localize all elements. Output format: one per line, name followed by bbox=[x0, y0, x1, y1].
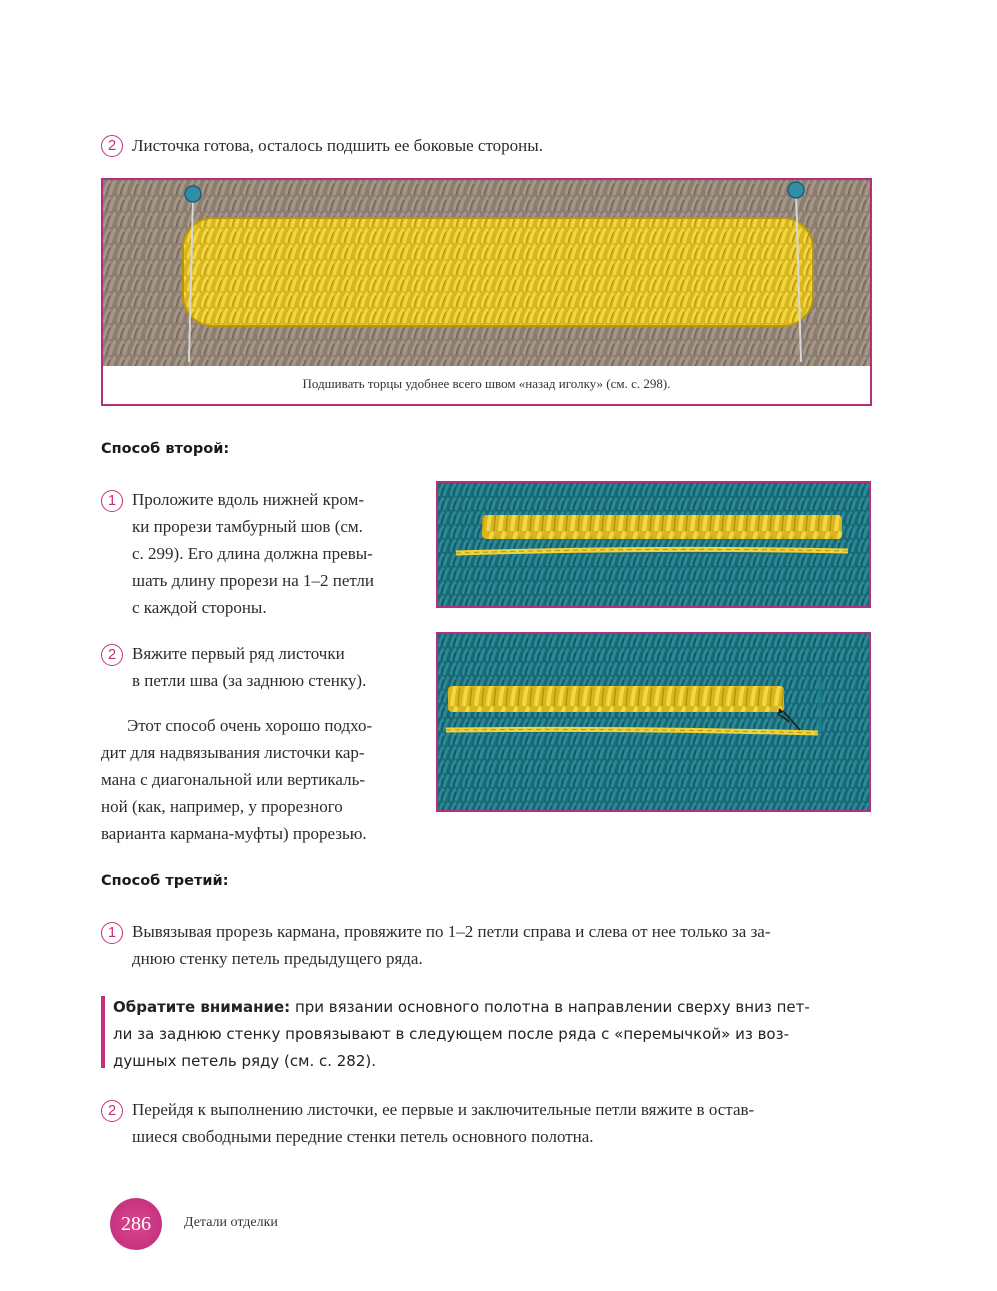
text-line: ной (как, например, у прорезного bbox=[101, 797, 343, 816]
note-text: при вязании основного полотна в направлении сверху вниз пет- bbox=[290, 998, 810, 1016]
section-heading: Способ второй: bbox=[101, 441, 230, 457]
text-line: Перейдя к выполнению листочки, ее первые и заключительные петли вяжите в остав- bbox=[132, 1100, 755, 1119]
step-text bbox=[132, 1096, 872, 1150]
step-text bbox=[132, 640, 415, 694]
note-lead: Обратите внимание: bbox=[113, 998, 291, 1016]
text-line bbox=[113, 994, 873, 1021]
note-block bbox=[113, 994, 873, 1075]
note-accent-bar bbox=[101, 996, 105, 1068]
text-line: ки прорези тамбурный шов (см. bbox=[132, 517, 363, 536]
page-number-badge: 286 bbox=[110, 1198, 162, 1250]
step-number: 1 bbox=[101, 922, 123, 944]
figure-step2-teal bbox=[436, 632, 871, 812]
method-paragraph bbox=[101, 712, 415, 847]
text-line: варианта кармана-муфты) прорезью. bbox=[101, 824, 367, 843]
section-heading: Способ третий: bbox=[101, 873, 229, 889]
text-line: мана с диагональной или вертикаль- bbox=[101, 770, 365, 789]
text-line: шать длину прорези на 1–2 петли bbox=[132, 571, 374, 590]
knit-photo-chain-stitch bbox=[438, 483, 869, 606]
text-line: в петли шва (за заднюю стенку). bbox=[132, 671, 367, 690]
text-line: душных петель ряду (см. с. 282). bbox=[113, 1052, 377, 1070]
step-number: 2 bbox=[101, 135, 123, 157]
figure-step1-teal bbox=[436, 481, 871, 608]
text-line: шиеся свободными передние стенки петель основного полотна. bbox=[132, 1127, 594, 1146]
text-line: Вяжите первый ряд листочки bbox=[132, 644, 345, 663]
text-line: Проложите вдоль нижней кром- bbox=[132, 490, 364, 509]
step-number: 2 bbox=[101, 1100, 123, 1122]
text-line: Вывязывая прорезь кармана, провяжите по 1–2 петли справа и слева от нее только за за- bbox=[132, 922, 771, 941]
step-text bbox=[132, 918, 872, 972]
text-line: днюю стенку петель предыдущего ряда. bbox=[132, 949, 423, 968]
step-text: Листочка готова, осталось подшить ее боковые стороны. bbox=[132, 136, 543, 155]
text-line: ли за заднюю стенку провязывают в следующем после ряда с «перемычкой» из воз- bbox=[113, 1025, 789, 1043]
knit-photo-first-row bbox=[438, 634, 869, 810]
text-line: с. 299). Его длина должна превы- bbox=[132, 544, 373, 563]
step-text bbox=[132, 486, 415, 621]
step-number: 1 bbox=[101, 490, 123, 512]
text-line: с каждой стороны. bbox=[132, 598, 267, 617]
step-number: 2 bbox=[101, 644, 123, 666]
text-line: дит для надвязывания листочки кар- bbox=[101, 743, 365, 762]
text-line: Этот способ очень хорошо подхо- bbox=[127, 716, 373, 735]
figure-top bbox=[101, 178, 872, 406]
figure-caption: Подшивать торцы удобнее всего швом «назад иголку» (см. с. 298). bbox=[302, 376, 671, 391]
knit-photo-grey-yellow bbox=[103, 180, 870, 366]
running-footer: Детали отделки bbox=[184, 1215, 278, 1230]
